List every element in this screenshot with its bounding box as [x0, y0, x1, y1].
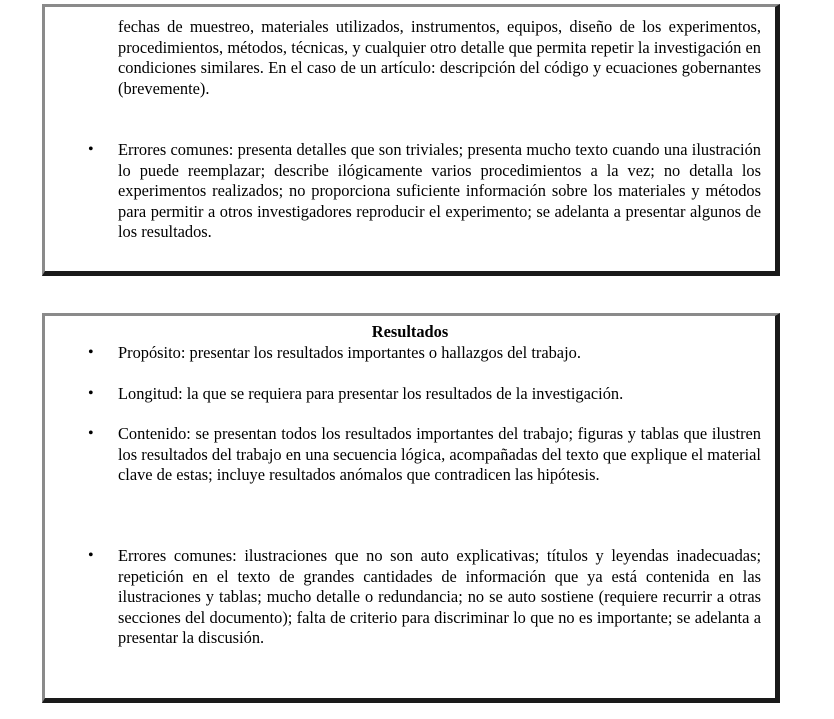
bullet-icon: •	[88, 547, 94, 564]
list-item	[88, 343, 761, 364]
list-item	[88, 384, 761, 405]
common-errors-text: Errores comunes: presenta detalles que son triviales; presenta mucho texto cuando una ilustración lo puede reemplazar; describe ilógicamente varios procedimientos a la vez; no detalla los experimentos realizados; no proporciona suficiente información sobre los materiales y métodos para permitir a otros investigadores reproducir el experimento; se adelanta a presentar algunos de los resultados.	[118, 140, 761, 241]
length-text: Longitud: la que se requiera para presentar los resultados de la investigación.	[118, 384, 624, 403]
bullet-icon: •	[88, 425, 94, 442]
content-text: Contenido: se presentan todos los resultados importantes del trabajo; figuras y tablas que ilustren los resultados del trabajo en una secuencia lógica, acompañadas del texto que explique el material clave de estas; incluye resultados anómalos que contradicen las hipótesis.	[118, 424, 761, 484]
purpose-text: Propósito: presentar los resultados importantes o hallazgos del trabajo.	[118, 343, 581, 362]
section-title: Resultados	[371, 322, 449, 341]
common-errors-text: Errores comunes: ilustraciones que no son auto explicativas; títulos y leyendas inadecuadas; repetición en el texto de grandes cantidades de información que ya está contenida en las ilustraciones y tablas; mucho detalle o redundancia; no se auto sostiene (requiere recurrir a otras secciones del documento); falta de criterio para discriminar lo que no es importante; se adelanta a presentar la discusión.	[118, 546, 761, 647]
list-item	[88, 424, 761, 486]
results-box	[42, 313, 780, 703]
bullet-icon: •	[88, 141, 94, 158]
bullet-icon: •	[88, 385, 94, 402]
bullet-icon: •	[88, 344, 94, 361]
methods-box	[42, 4, 780, 276]
list-item	[88, 546, 761, 649]
list-item	[88, 140, 761, 243]
methods-continuation-text: fechas de muestreo, materiales utilizados, instrumentos, equipos, diseño de los experimentos, procedimientos, métodos, técnicas, y cualquier otro detalle que permita repetir la investigación en condiciones similares. En el caso de un artículo: descripción del código y ecuaciones gobernantes (brevemente).	[118, 17, 761, 98]
